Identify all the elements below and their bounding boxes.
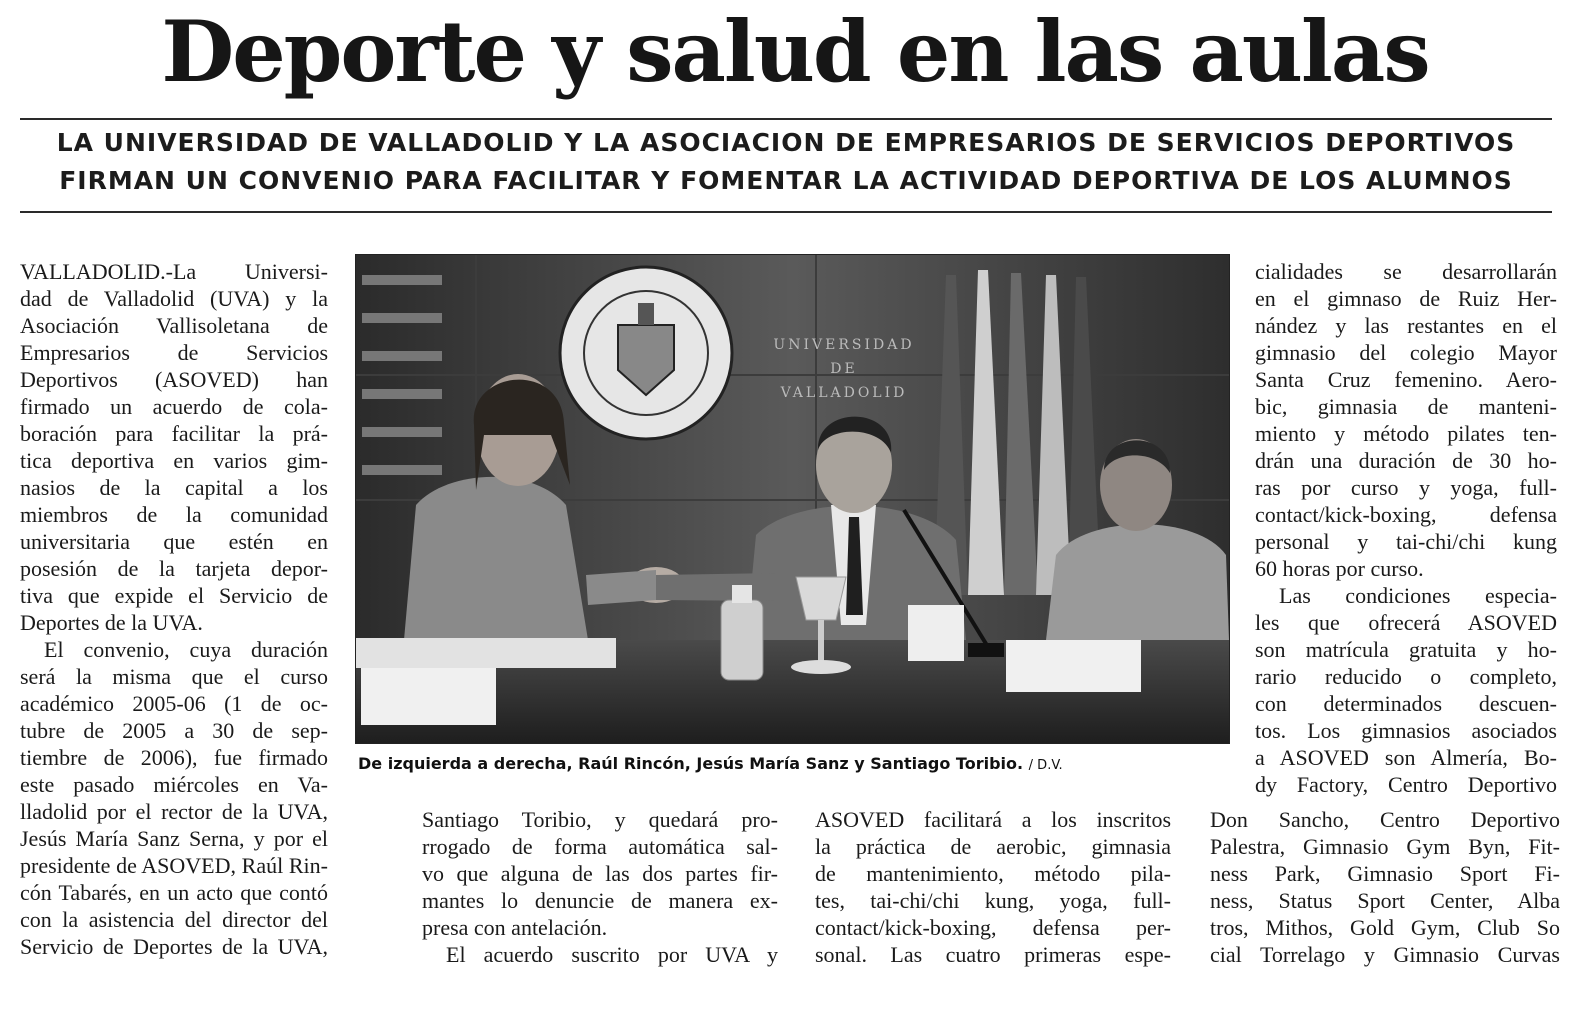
text-line: la práctica de aerobic, gimnasia	[815, 834, 1171, 859]
text-line: dy Factory, Centro Deportivo	[1255, 772, 1557, 797]
photo-illustration	[356, 255, 1229, 743]
article-headline: Deporte y salud en las aulas	[161, 2, 1429, 101]
photo-caption	[358, 752, 1228, 778]
university-seal-icon	[560, 267, 732, 439]
text-line: Jesús María Sanz Serna, y por el	[20, 826, 328, 851]
text-line: tiva que expide el Servicio de	[20, 583, 328, 608]
text-line: VALLADOLID.-La Universi-	[20, 259, 328, 284]
text-line: Palestra, Gimnasio Gym Byn, Fit-	[1210, 834, 1560, 859]
text-line: tubre de 2005 a 30 de sep-	[20, 718, 328, 743]
text-line: drán una duración de 30 ho-	[1255, 448, 1557, 473]
text-line: rrogado de forma automática sal-	[422, 834, 778, 859]
text-line: El acuerdo suscrito por UVA y	[446, 942, 778, 967]
text-line: contact/kick-boxing, defensa	[1255, 502, 1557, 527]
text-line: personal y tai-chi/chi kung	[1255, 529, 1557, 554]
text-line: contact/kick-boxing, defensa per-	[815, 915, 1171, 940]
text-line: Santa Cruz femenino. Aero-	[1255, 367, 1557, 392]
text-line: ASOVED facilitará a los inscritos	[815, 807, 1171, 832]
text-line: ness Park, Gimnasio Sport Fi-	[1210, 861, 1560, 886]
text-line: mantes lo denuncie de manera ex-	[422, 888, 778, 913]
text-line: cialidades se desarrollarán	[1255, 259, 1557, 284]
text-line: posesión de la tarjeta depor-	[20, 556, 328, 581]
text-line: tica deportiva en varios gim-	[20, 448, 328, 473]
text-line: tros, Mithos, Gold Gym, Club So	[1210, 915, 1560, 940]
photo-credit: / D.V.	[1028, 758, 1063, 773]
text-line: Deportes de la UVA.	[20, 610, 203, 635]
text-line: El convenio, cuya duración	[44, 637, 328, 662]
text-line: gimnasio del colegio Mayor	[1255, 340, 1557, 365]
text-line: son matrícula gratuita y ho-	[1255, 637, 1557, 662]
text-line: rario reducido o completo,	[1255, 664, 1557, 689]
wall-text-line-1: UNIVERSIDAD	[773, 337, 915, 353]
text-column-1	[20, 258, 328, 960]
text-line: lladolid por el rector de la UVA,	[20, 799, 328, 824]
text-line: miembros de la comunidad	[20, 502, 328, 527]
text-line: tiembre de 2006), fue firmado	[20, 745, 328, 770]
text-line: presa con antelación.	[422, 915, 608, 940]
subhead-line-1: LA UNIVERSIDAD DE VALLADOLID Y LA ASOCIACION DE EMPRESARIOS DE SERVICIOS DEPORTIVOS	[56, 128, 1516, 157]
article-photo	[355, 254, 1230, 744]
text-line: Empresarios de Servicios	[20, 340, 328, 365]
desk-card	[908, 605, 964, 661]
text-column-4-continued	[1210, 806, 1560, 968]
text-line: Don Sancho, Centro Deportivo	[1210, 807, 1560, 832]
text-line: 60 horas por curso.	[1255, 556, 1424, 581]
papers	[356, 638, 616, 668]
text-line: ness, Status Sport Center, Alba	[1210, 888, 1560, 913]
text-line: firmado un acuerdo de cola-	[20, 394, 328, 419]
text-line: vo que alguna de las dos partes fir-	[422, 861, 778, 886]
text-line: sonal. Las cuatro primeras espe-	[815, 942, 1171, 967]
text-line: boración para facilitar la prá-	[20, 421, 328, 446]
text-line: nasios de la capital a los	[20, 475, 328, 500]
text-column-4	[1255, 258, 1557, 798]
text-line: cón Tabarés, en un acto que contó	[20, 880, 328, 905]
text-line: bic, gimnasia de manteni-	[1255, 394, 1557, 419]
text-line: a ASOVED son Almería, Bo-	[1255, 745, 1557, 770]
text-line: ras por curso y yoga, full-	[1255, 475, 1557, 500]
text-line: de mantenimiento, método pila-	[815, 861, 1171, 886]
text-line: tos. Los gimnasios asociados	[1255, 718, 1557, 743]
subhead-line-2: FIRMAN UN CONVENIO PARA FACILITAR Y FOMENTAR LA ACTIVIDAD DEPORTIVA DE LOS ALUMNOS	[59, 166, 1513, 195]
caption-text: De izquierda a derecha, Raúl Rincón, Jesús María Sanz y Santiago Toribio.	[358, 754, 1024, 773]
text-line: será la misma que el curso	[20, 664, 328, 689]
text-line: Deportivos (ASOVED) han	[20, 367, 328, 392]
text-line: Asociación Vallisoletana de	[20, 313, 328, 338]
text-column-3	[815, 806, 1171, 968]
text-line: Santiago Toribio, y quedará pro-	[422, 807, 778, 832]
text-line: les que ofrecerá ASOVED	[1255, 610, 1557, 635]
text-line: cial Torrelago y Gimnasio Curvas	[1210, 942, 1560, 967]
text-line: presidente de ASOVED, Raúl Rin-	[20, 853, 328, 878]
text-line: Las condiciones especia-	[1279, 583, 1557, 608]
text-line: con determinados descuen-	[1255, 691, 1557, 716]
text-line: miento y método pilates ten-	[1255, 421, 1557, 446]
top-rule	[20, 118, 1552, 120]
bottom-rule	[20, 211, 1552, 213]
text-column-2	[422, 806, 778, 968]
text-line: en el gimnaso de Ruiz Her-	[1255, 286, 1557, 311]
text-line: académico 2005-06 (1 de oc-	[20, 691, 328, 716]
wall-text-line-3: VALLADOLID	[780, 385, 908, 401]
text-line: nández y las restantes en el	[1255, 313, 1557, 338]
text-line: universitaria que estén en	[20, 529, 328, 554]
text-line: este pasado miércoles en Va-	[20, 772, 328, 797]
name-plate-right	[1006, 640, 1141, 692]
text-line: con la asistencia del director del	[20, 907, 328, 932]
text-line: Servicio de Deportes de la UVA,	[20, 934, 328, 959]
text-line: dad de Valladolid (UVA) y la	[20, 286, 328, 311]
article-subhead	[20, 124, 1552, 200]
text-line: tes, tai-chi/chi kung, yoga, full-	[815, 888, 1171, 913]
wall-text-line-2: DE	[830, 361, 858, 377]
